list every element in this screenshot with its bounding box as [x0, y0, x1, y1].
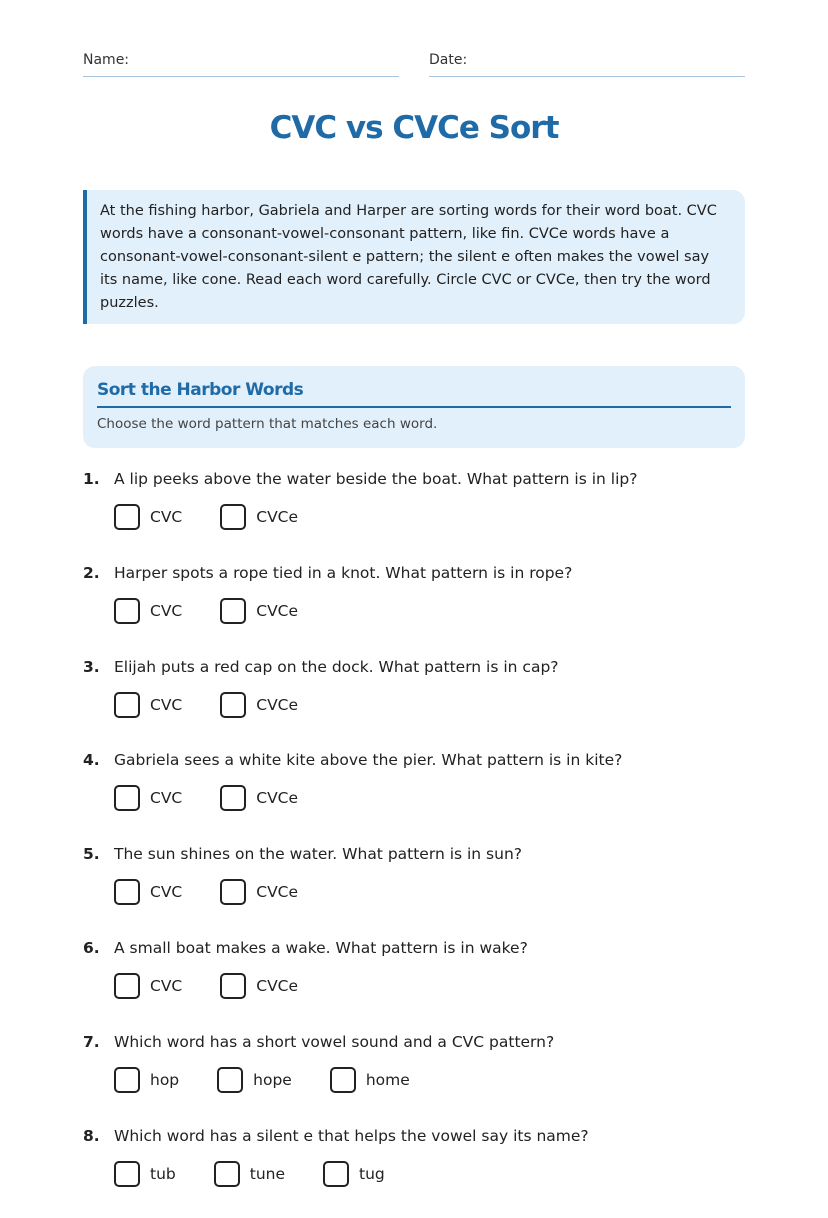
question-number: 8.	[83, 1126, 100, 1145]
option-label: CVCe	[256, 883, 299, 902]
answer-option[interactable]	[217, 1067, 292, 1093]
checkbox[interactable]	[323, 1161, 349, 1187]
question-item	[83, 749, 745, 843]
option-label: tune	[249, 1164, 286, 1183]
question-text: The sun shines on the water. What pattern is in sun?	[114, 845, 523, 864]
option-label: CVCe	[256, 695, 299, 714]
question-item	[83, 1125, 745, 1218]
question-stem	[83, 470, 637, 488]
answer-options	[114, 1161, 423, 1187]
checkbox[interactable]	[114, 598, 140, 624]
answer-option[interactable]	[323, 1161, 385, 1187]
date-field[interactable]	[429, 50, 745, 77]
question-stem	[83, 658, 559, 676]
answer-option[interactable]	[330, 1067, 410, 1093]
question-item	[83, 562, 745, 656]
answer-options	[114, 879, 336, 905]
option-label: CVC	[150, 883, 183, 902]
question-text: Harper spots a rope tied in a knot. What pattern is in rope?	[114, 563, 573, 582]
name-field[interactable]	[83, 50, 399, 77]
answer-option[interactable]	[220, 973, 298, 999]
checkbox[interactable]	[214, 1161, 240, 1187]
section-subtitle: Choose the word pattern that matches each word.	[97, 416, 438, 432]
option-label: tub	[150, 1164, 176, 1183]
option-label: CVCe	[256, 601, 299, 620]
option-label: CVCe	[256, 976, 299, 995]
option-label: CVC	[150, 601, 183, 620]
section-title: Sort the Harbor Words	[97, 380, 731, 408]
checkbox[interactable]	[114, 504, 140, 530]
answer-options	[114, 504, 336, 530]
answer-option[interactable]	[220, 879, 298, 905]
checkbox[interactable]	[220, 504, 246, 530]
question-item	[83, 1031, 745, 1125]
checkbox[interactable]	[220, 598, 246, 624]
question-text: Which word has a silent e that helps the vowel say its name?	[114, 1126, 589, 1145]
question-item	[83, 937, 745, 1031]
answer-options	[114, 1067, 448, 1093]
question-stem	[83, 564, 572, 582]
answer-option[interactable]	[214, 1161, 285, 1187]
question-number: 3.	[83, 657, 100, 676]
question-number: 1.	[83, 470, 100, 488]
answer-option[interactable]	[220, 785, 298, 811]
question-item	[83, 468, 745, 562]
answer-option[interactable]	[114, 973, 182, 999]
question-number: 7.	[83, 1032, 100, 1051]
question-stem	[83, 1033, 554, 1051]
checkbox[interactable]	[114, 973, 140, 999]
answer-option[interactable]	[114, 598, 182, 624]
answer-options	[114, 692, 336, 718]
question-item	[83, 843, 745, 937]
answer-option[interactable]	[220, 598, 298, 624]
answer-option[interactable]	[114, 692, 182, 718]
question-list	[83, 468, 745, 1218]
option-label: CVCe	[256, 789, 299, 808]
option-label: CVC	[150, 789, 183, 808]
answer-options	[114, 973, 336, 999]
answer-option[interactable]	[114, 879, 182, 905]
checkbox[interactable]	[114, 692, 140, 718]
question-text: Gabriela sees a white kite above the pier. What pattern is in kite?	[114, 751, 623, 770]
option-label: CVC	[150, 508, 183, 526]
intro-passage: At the fishing harbor, Gabriela and Harper are sorting words for their word boat. CVC words have a consonant-vowel-consonant pattern, like fin. CVCe words have a consonant-vowel-consonant-silent e pattern; the silent e often makes the vowel say its name, like cone. Read each word carefully. Circle CVC or CVCe, then try the word puzzles.	[83, 190, 745, 324]
checkbox[interactable]	[114, 1161, 140, 1187]
name-date-row	[83, 50, 745, 78]
question-number: 5.	[83, 845, 100, 864]
answer-option[interactable]	[114, 1161, 176, 1187]
answer-option[interactable]	[220, 692, 298, 718]
answer-option[interactable]	[220, 504, 298, 530]
option-label: hope	[253, 1070, 292, 1089]
question-text: A small boat makes a wake. What pattern is in wake?	[114, 938, 528, 957]
checkbox[interactable]	[217, 1067, 243, 1093]
option-label: hop	[150, 1070, 180, 1089]
question-stem	[83, 1127, 589, 1145]
page-title: CVC vs CVCe Sort	[269, 110, 559, 146]
checkbox[interactable]	[114, 879, 140, 905]
option-label: tug	[359, 1164, 385, 1183]
checkbox[interactable]	[114, 1067, 140, 1093]
question-stem	[83, 939, 528, 957]
checkbox[interactable]	[220, 973, 246, 999]
option-label: CVC	[150, 976, 183, 995]
question-text: Which word has a short vowel sound and a CVC pattern?	[114, 1032, 555, 1051]
option-label: home	[365, 1070, 410, 1089]
question-number: 2.	[83, 563, 100, 582]
section-header	[83, 366, 745, 448]
answer-option[interactable]	[114, 1067, 179, 1093]
checkbox[interactable]	[330, 1067, 356, 1093]
checkbox[interactable]	[114, 785, 140, 811]
option-label: CVC	[150, 695, 183, 714]
question-number: 6.	[83, 938, 100, 957]
name-label: Name:	[83, 52, 130, 68]
option-label: CVCe	[256, 508, 299, 526]
answer-option[interactable]	[114, 785, 182, 811]
answer-options	[114, 785, 336, 811]
answer-option[interactable]	[114, 504, 182, 530]
date-label: Date:	[429, 52, 468, 68]
checkbox[interactable]	[220, 692, 246, 718]
answer-options	[114, 598, 336, 624]
checkbox[interactable]	[220, 785, 246, 811]
question-number: 4.	[83, 751, 100, 770]
question-stem	[83, 845, 522, 863]
question-stem	[83, 751, 622, 769]
question-text: A lip peeks above the water beside the boat. What pattern is in lip?	[114, 470, 638, 488]
checkbox[interactable]	[220, 879, 246, 905]
question-item	[83, 656, 745, 750]
question-text: Elijah puts a red cap on the dock. What pattern is in cap?	[114, 657, 559, 676]
